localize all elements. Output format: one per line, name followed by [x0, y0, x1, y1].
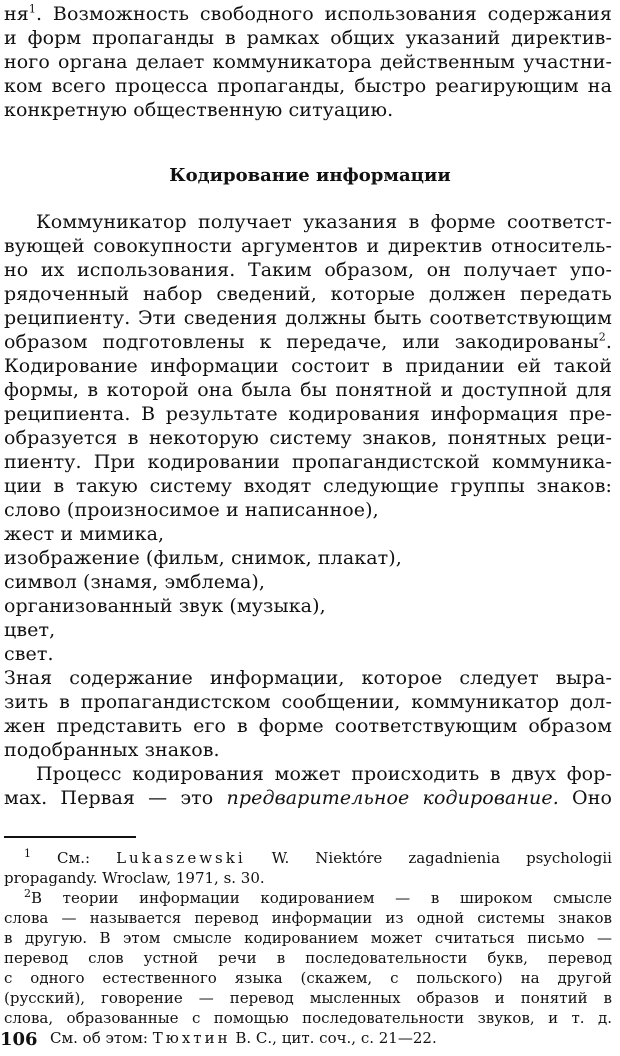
- text-fragment: ня: [4, 3, 29, 25]
- text-line: пиенту. При кодировании пропагандистской коммуника-: [4, 451, 612, 473]
- list-item: символ (знамя, эмблема),: [4, 571, 266, 593]
- text-line: Процесс кодирования может происходить в двух фор-: [36, 763, 612, 785]
- text-line: propagandy. Wroclaw, 1971, s. 30.: [4, 869, 265, 887]
- text-line: [4, 786, 612, 810]
- text-line: конкретную общественную ситуацию.: [4, 99, 394, 121]
- text-line: жен представить его в форме соответствующим образом: [4, 715, 612, 737]
- footnote-2: [24, 888, 612, 908]
- author-name: Lukaszewski: [116, 849, 246, 867]
- text-line: (русский), говорение — перевод мысленных образов и понятий в: [4, 989, 612, 1007]
- text-line: зить в пропагандистском сообщении, коммуникатор дол-: [4, 691, 612, 713]
- page-number: 106: [0, 1029, 38, 1050]
- text-line: [4, 330, 612, 354]
- text-fragment: . Возможность свободного использования содержания: [35, 3, 612, 25]
- text-fragment: В теории информации кодированием — в широком смысле: [31, 889, 612, 907]
- footnote-number: 2: [24, 887, 31, 900]
- list-item: жест и мимика,: [4, 523, 165, 545]
- text-line: реципиенту. Эти сведения должны быть соответствующим: [4, 307, 612, 329]
- text-fragment: В. С., цит. соч., с. 21—22.: [235, 1029, 437, 1047]
- footnote-marker: 1: [28, 2, 36, 16]
- list-item: свет.: [4, 643, 54, 665]
- text-line: но их использования. Таким образом, он получает упо-: [4, 259, 612, 281]
- emphasized-term: предварительное кодирование.: [226, 787, 559, 809]
- text-line: образуется в некоторую систему знаков, понятных реци-: [4, 427, 612, 449]
- list-item: организованный звук (музыка),: [4, 595, 326, 617]
- list-item: слово (произносимое и написанное),: [4, 499, 379, 521]
- text-line: формы, в которой она была бы понятной и доступной для: [4, 379, 612, 401]
- text-fragment: мах. Первая — это: [4, 787, 214, 809]
- text-line: подобранных знаков.: [4, 739, 220, 761]
- text-line: Коммуникатор получает указания в форме соответст-: [36, 211, 612, 233]
- text-line: ции в такую систему входят следующие группы знаков:: [4, 475, 612, 497]
- text-line: Кодирование информации состоит в придании ей такой: [4, 355, 612, 377]
- footnote-separator: [4, 836, 136, 838]
- list-item: изображение (фильм, снимок, плакат),: [4, 547, 402, 569]
- text-line: слова — называется перевод информации из одной системы знаков: [4, 909, 612, 927]
- text-line: слова, образованные с помощью последовательности звуков, и т. д.: [4, 1009, 612, 1027]
- text-line: с одного естественного языка (скажем, с польского) на другой: [4, 969, 612, 987]
- text-line: реципиента. В результате кодирования информация пре-: [4, 403, 612, 425]
- text-line: ком всего процесса пропаганды, быстро реагирующим на: [4, 75, 612, 97]
- text-line: перевод слов устной речи в последовательности букв, перевод: [4, 949, 612, 967]
- text-fragment: образом подготовлены к передаче, или закодированы: [4, 331, 599, 353]
- footnote-number: 1: [24, 847, 31, 860]
- text-line: [50, 1028, 612, 1048]
- list-item: цвет,: [4, 619, 56, 641]
- text-fragment: W. Niektóre zagadnienia psychologii: [271, 849, 612, 867]
- text-line: ного органа делает коммуникатора действенным участни-: [4, 51, 612, 73]
- text-line: и форм пропаганды в рамках общих указаний директив-: [4, 27, 612, 49]
- section-title: Кодирование информации: [169, 165, 451, 186]
- text-line: Зная содержание информации, которое следует выра-: [4, 667, 612, 689]
- text-fragment: См.:: [57, 849, 91, 867]
- text-fragment: Оно: [572, 787, 612, 809]
- text-line: [4, 2, 612, 26]
- text-line: вующей совокупности аргументов и директив относитель-: [4, 235, 612, 257]
- footnote-marker: 2: [598, 330, 606, 344]
- text-line: рядоченный набор сведений, которые должен передать: [4, 283, 612, 305]
- author-name: Тюхтин: [152, 1029, 231, 1047]
- text-fragment: .: [605, 331, 612, 353]
- footnote-1: [24, 848, 612, 868]
- text-line: в другую. В этом смысле кодированием может считаться письмо —: [4, 929, 612, 947]
- text-fragment: См. об этом:: [50, 1029, 148, 1047]
